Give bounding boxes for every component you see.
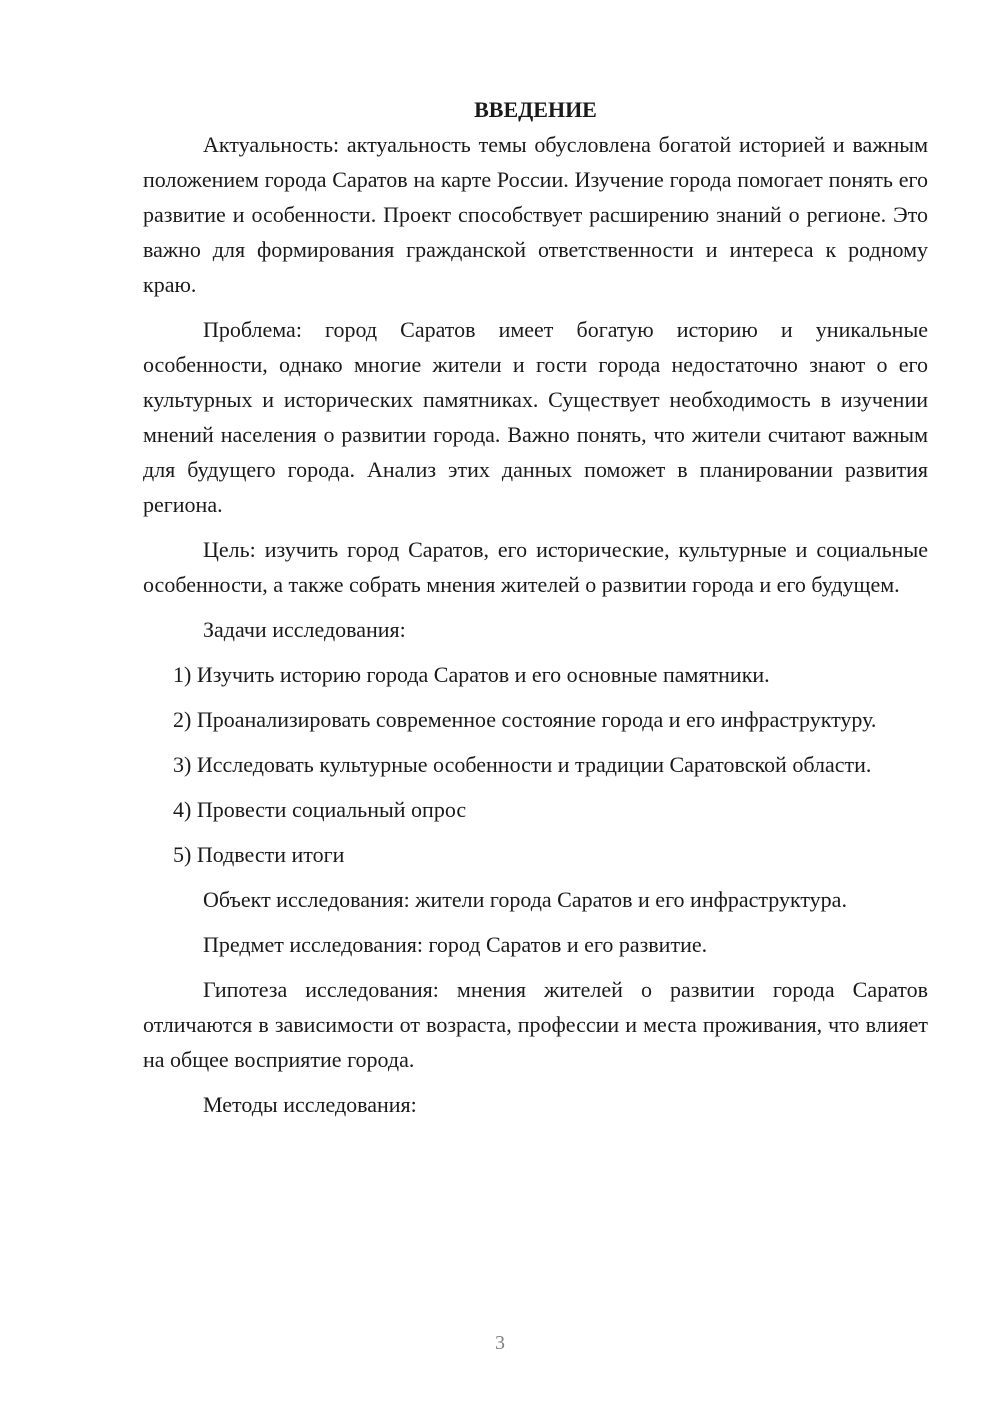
- tasks-heading: Задачи исследования:: [203, 617, 406, 642]
- goal-paragraph: Цель: изучить город Саратов, его исторические, культурные и социальные особенности, а также собрать мнения жителей о развитии города и его будущем.: [143, 537, 928, 597]
- subject-paragraph: Предмет исследования: город Саратов и его развитие.: [203, 932, 708, 957]
- task-item-2: 2) Проанализировать современное состояние города и его инфраструктуру.: [173, 707, 877, 732]
- page-number: 3: [495, 1332, 505, 1354]
- section-title: ВВЕДЕНИЕ: [474, 97, 597, 122]
- hypothesis-paragraph: Гипотеза исследования: мнения жителей о развитии города Саратов отличаются в зависимости от возраста, профессии и места проживания, что влияет на общее восприятие города.: [143, 977, 928, 1072]
- object-paragraph: Объект исследования: жители города Саратов и его инфраструктура.: [203, 887, 847, 912]
- task-item-1: 1) Изучить историю города Саратов и его основные памятники.: [173, 662, 770, 687]
- task-item-3: 3) Исследовать культурные особенности и традиции Саратовской области.: [173, 752, 872, 777]
- relevance-paragraph: Актуальность: актуальность темы обусловлена богатой историей и важным положением города Саратов на карте России. Изучение города помогает понять его развитие и особенности. Проект способствует расширению знаний о регионе. Это важно для формирования гражданской ответственности и интереса к родному краю.: [143, 132, 928, 297]
- document-page: [143, 92, 928, 1122]
- task-item-5: 5) Подвести итоги: [173, 842, 345, 867]
- methods-heading: Методы исследования:: [203, 1092, 417, 1117]
- task-item-4: 4) Провести социальный опрос: [173, 797, 467, 822]
- problem-paragraph: Проблема: город Саратов имеет богатую историю и уникальные особенности, однако многие жители и гости города недостаточно знают о его культурных и исторических памятниках. Существует необходимость в изучении мнений населения о развитии города. Важно понять, что жители считают важным для будущего города. Анализ этих данных поможет в планировании развития региона.: [143, 317, 928, 517]
